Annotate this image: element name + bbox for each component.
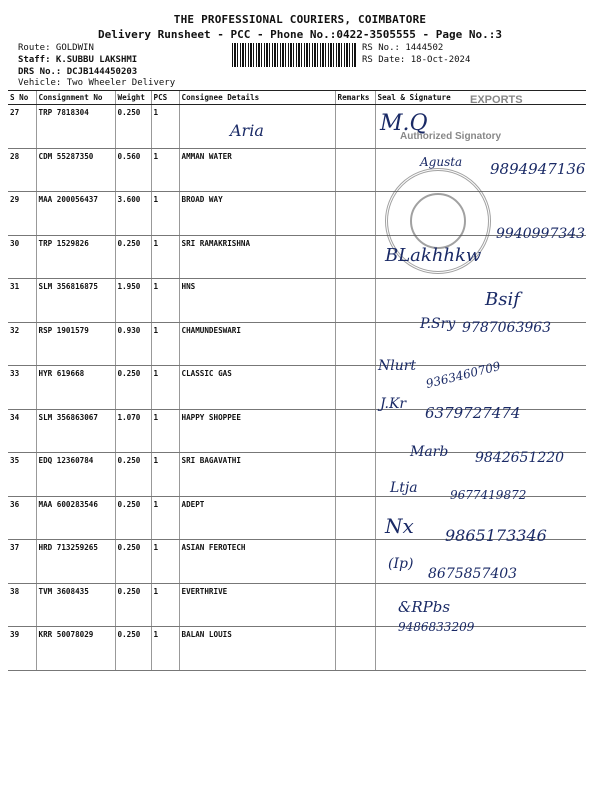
cell-sno: 27: [8, 105, 36, 149]
header-sno: S No: [8, 91, 36, 105]
cell-sno: 39: [8, 627, 36, 671]
cell-remarks: [335, 409, 375, 453]
vehicle-label: Vehicle: Two Wheeler Delivery: [18, 78, 176, 88]
signature-row28: Agusta: [420, 155, 463, 169]
stamp-signatory-text: Authorized Signatory: [400, 131, 502, 142]
cell-consignment: KRR 50078029: [36, 627, 115, 671]
cell-remarks: [335, 453, 375, 497]
cell-weight: 3.600: [115, 192, 151, 236]
staff-label: Staff: K.SUBBU LAKSHMI: [18, 55, 138, 65]
cell-weight: 0.250: [115, 540, 151, 584]
signature-row36: Ltja: [390, 480, 418, 496]
rs-number: RS No.: 1444502: [362, 43, 444, 53]
cell-weight: 1.950: [115, 279, 151, 323]
cell-sno: 36: [8, 496, 36, 540]
cell-pcs: 1: [151, 366, 179, 410]
cell-weight: 0.930: [115, 322, 151, 366]
stamp-exports-text: EXPORTS: [470, 94, 523, 106]
cell-pcs: 1: [151, 105, 179, 149]
company-title: THE PROFESSIONAL COURIERS, COIMBATORE: [173, 13, 427, 26]
signature-row27: M.Q: [380, 111, 428, 136]
phone-row36: 9677419872: [450, 488, 527, 502]
cell-sno: 33: [8, 366, 36, 410]
header-weight: Weight: [115, 91, 151, 105]
cell-consignee: SRI BAGAVATHI: [179, 453, 335, 497]
cell-consignee: EVERTHRIVE: [179, 583, 335, 627]
cell-consignee: HAPPY SHOPPEE: [179, 409, 335, 453]
cell-weight: 0.250: [115, 496, 151, 540]
cell-remarks: [335, 105, 375, 149]
phone-row34: 6379727474: [425, 404, 521, 422]
cell-remarks: [335, 627, 375, 671]
cell-weight: 0.250: [115, 366, 151, 410]
cell-consignment: SLM 356863067: [36, 409, 115, 453]
cell-sno: 29: [8, 192, 36, 236]
signature-row37: Nx: [385, 514, 414, 538]
cell-pcs: 1: [151, 235, 179, 279]
cell-remarks: [335, 583, 375, 627]
phone-row37: 9865173346: [445, 526, 547, 545]
cell-consignment: TVM 3608435: [36, 583, 115, 627]
phone-row39: 9486833209: [398, 620, 475, 634]
drs-number: DRS No.: DCJB144450203: [18, 67, 138, 77]
phone-row33: 9363460709: [424, 358, 502, 392]
cell-remarks: [335, 192, 375, 236]
cell-remarks: [335, 279, 375, 323]
cell-consignment: CDM 55287350: [36, 148, 115, 192]
signature-row34: J.Kr: [380, 396, 407, 412]
cell-sno: 37: [8, 540, 36, 584]
cell-consignment: HYR 619668: [36, 366, 115, 410]
header-signature: Seal & Signature: [375, 91, 586, 105]
header-remarks: Remarks: [335, 91, 375, 105]
cell-remarks: [335, 540, 375, 584]
cell-remarks: [335, 496, 375, 540]
cell-consignee: BALAN LOUIS: [179, 627, 335, 671]
cell-pcs: 1: [151, 148, 179, 192]
cell-consignment: RSP 1901579: [36, 322, 115, 366]
signature-row39: &RPbs: [398, 598, 451, 616]
cell-pcs: 1: [151, 409, 179, 453]
phone-row32: 9787063963: [462, 320, 552, 336]
cell-consignment: EDQ 12360784: [36, 453, 115, 497]
runsheet-subtitle: Delivery Runsheet - PCC - Phone No.:0422-3505555 - Page No.:3: [98, 28, 502, 41]
cell-consignee: CHAMUNDESWARI: [179, 322, 335, 366]
cell-consignment: HRD 713259265: [36, 540, 115, 584]
phone-row28: 9894947136: [490, 160, 586, 178]
cell-remarks: [335, 366, 375, 410]
cell-consignee: CLASSIC GAS: [179, 366, 335, 410]
cell-pcs: 1: [151, 496, 179, 540]
phone-row30: 9940997343: [496, 226, 586, 242]
cell-consignment: MAA 200056437: [36, 192, 115, 236]
cell-weight: 0.250: [115, 453, 151, 497]
cell-consignee: SRI RAMAKRISHNA: [179, 235, 335, 279]
table-row: [8, 583, 586, 627]
cell-sno: 34: [8, 409, 36, 453]
cell-consignee: AMMAN WATER: [179, 148, 335, 192]
signature-row38: (Ip): [388, 556, 414, 572]
phone-row35: 9842651220: [475, 450, 565, 466]
cell-weight: 0.250: [115, 583, 151, 627]
drs-barcode: [232, 43, 356, 67]
cell-remarks: [335, 148, 375, 192]
cell-sno: 35: [8, 453, 36, 497]
cell-sno: 32: [8, 322, 36, 366]
cell-pcs: 1: [151, 453, 179, 497]
cell-weight: 0.250: [115, 105, 151, 149]
cell-pcs: 1: [151, 627, 179, 671]
cell-sno: 28: [8, 148, 36, 192]
cell-weight: 1.070: [115, 409, 151, 453]
signature-row31: Bsif: [485, 289, 520, 310]
table-row: [8, 627, 586, 671]
cell-consignment: TRP 7818304: [36, 105, 115, 149]
cell-signature: [375, 279, 586, 323]
cell-consignee: BROAD WAY: [179, 192, 335, 236]
cell-weight: 0.250: [115, 235, 151, 279]
signature-row32: P.Sry: [420, 316, 456, 332]
cell-weight: 0.560: [115, 148, 151, 192]
cell-remarks: [335, 322, 375, 366]
phone-row38: 8675857403: [428, 566, 518, 582]
cell-sno: 31: [8, 279, 36, 323]
route-label: Route: GOLDWIN: [18, 43, 94, 53]
handwritten-note-row27: Aria: [230, 121, 264, 140]
cell-consignee: ADEPT: [179, 496, 335, 540]
cell-weight: 0.250: [115, 627, 151, 671]
cell-pcs: 1: [151, 540, 179, 584]
cell-consignee: ASIAN FEROTECH: [179, 540, 335, 584]
signature-row30: BLakhhkw: [385, 245, 482, 266]
cell-pcs: 1: [151, 192, 179, 236]
cell-consignee: HNS: [179, 279, 335, 323]
header-pcs: PCS: [151, 91, 179, 105]
cell-pcs: 1: [151, 583, 179, 627]
cell-pcs: 1: [151, 322, 179, 366]
rs-date: RS Date: 18-Oct-2024: [362, 55, 471, 65]
cell-sno: 38: [8, 583, 36, 627]
cell-consignment: SLM 356816875: [36, 279, 115, 323]
cell-consignment: TRP 1529826: [36, 235, 115, 279]
cell-pcs: 1: [151, 279, 179, 323]
header-consignee: Consignee Details: [179, 91, 335, 105]
signature-row33: Nlurt: [378, 358, 417, 374]
header-consignment: Consignment No: [36, 91, 115, 105]
signature-row35: Marb: [410, 444, 449, 460]
cell-sno: 30: [8, 235, 36, 279]
cell-remarks: [335, 235, 375, 279]
cell-consignment: MAA 600283546: [36, 496, 115, 540]
